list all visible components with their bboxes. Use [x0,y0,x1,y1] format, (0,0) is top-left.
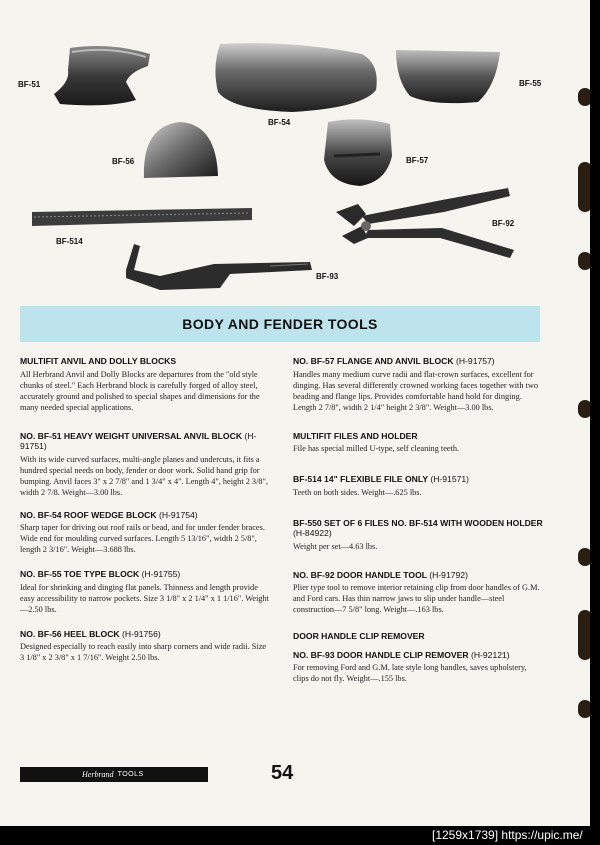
binder-hole [578,400,590,418]
bf56-label: BF-56 [112,157,135,166]
right-column [293,356,543,684]
bf56-heel-block-image [140,118,220,182]
product-section [293,431,543,455]
product-section [293,631,543,642]
section-heading: NO. BF-56 HEEL BLOCK (H-91756) [20,628,161,639]
product-section [293,650,543,685]
product-section [20,356,270,413]
section-body: For removing Ford and G.M. late style long handles, saves upholstery, clips do not fly. Weight—.155 lbs. [293,663,527,683]
section-body: All Herbrand Anvil and Dolly Blocks are departures from the "old style chunks of steel." Each Herbrand block is carefully forged of alloy steel, accurately ground and polished to special shapes and dimensions for the many needed special applications. [20,369,260,412]
bf514-label: BF-514 [56,237,83,246]
bf57-flange-anvil-image [320,116,396,188]
bf92-door-handle-tool-image [332,186,518,262]
section-body: Teeth on both sides. Weight—.625 lbs. [293,487,422,497]
section-body: Ideal for shrinking and dinging flat panels. Thinness and length provide easy accessibility to narrow pockets. Size 3 1/8" x 2 1/4" x 1 1/16". Weight—2.50 lbs. [20,582,269,614]
section-heading: BF-514 14" FLEXIBLE FILE ONLY (H-91571) [293,474,470,484]
product-section [20,629,270,664]
bf54-roof-wedge-image [212,40,382,115]
footer-brand-bar [20,767,208,782]
section-body: With its wide curved surfaces, multi-angle planes and undercuts, it fits a hundred special needs on body, fender or door work. Solid hand grip for bumping. Anvil faces 3" x 2 7/8" and 1 3/4" x 4". Length 4", height 2 3/8", width 2 7/8. Weight—3.00 lbs. [20,454,268,497]
section-heading: NO. BF-51 HEAVY WEIGHT UNIVERSAL ANVIL BLOCK (H-91751) [20,430,257,451]
product-section [20,510,270,556]
product-section [293,474,543,498]
bf55-label: BF-55 [519,79,542,88]
binder-hole [578,88,590,106]
bf54-label: BF-54 [268,118,291,127]
section-heading: NO. BF-57 FLANGE AND ANVIL BLOCK (H-91757) [293,356,495,366]
section-body: Designed especially to reach easily into sharp corners and wide radii. Size 3 1/8" x 2 3/8" x 1 7/16". Weight 2.50 lbs. [20,642,267,662]
section-heading: NO. BF-93 DOOR HANDLE CLIP REMOVER (H-92121) [293,649,510,660]
section-body: Sharp taper for driving out roof rails or bead, and for under fender braces. Wide end for moulding curved surfaces. Length 5 13/16", width 2 5/8", length 2 3/16". Weight—3.688 lbs. [20,523,265,554]
section-body: Weight per set—4.63 lbs. [293,541,378,551]
banner-title: BODY AND FENDER TOOLS [182,316,378,332]
brand-logo: Herbrand [82,770,114,779]
left-column [20,356,270,663]
section-body: Handles many medium curve radii and flat-crown surfaces, excellent for dinging. Has several differently crowned working faces together with two beading and flange lips. Provides comfortable hand hold for dinging. Length 2 7/8", width 2 1/4" height 2 3/8". Weight—3.00 lbs. [293,369,538,412]
binder-hole [578,548,590,566]
page-number: 54 [271,762,294,784]
bf51-label: BF-51 [18,80,41,89]
image-credit: [1259x1739] https://upic.me/ [432,828,583,842]
bf92-label: BF-92 [492,219,515,228]
binder-hole [578,610,590,660]
bf51-anvil-image [50,42,155,112]
section-heading: NO. BF-92 DOOR HANDLE TOOL (H-91792) [293,569,468,580]
product-section [293,518,543,552]
section-heading: NO. BF-55 TOE TYPE BLOCK (H-91755) [20,569,181,579]
section-banner [20,306,540,342]
binder-hole [578,252,590,270]
product-section [20,431,270,498]
product-section [293,356,543,413]
bf55-toe-block-image [392,46,504,106]
product-section [293,570,543,616]
section-body: File has special milled U-type, self cleaning teeth. [293,444,460,453]
bf93-clip-remover-image [120,240,316,296]
section-heading: MULTIFIT ANVIL AND DOLLY BLOCKS [20,356,177,366]
section-heading: BF-550 SET OF 6 FILES NO. BF-514 WITH WOODEN HOLDER (H-84922) [293,517,543,538]
section-heading: NO. BF-54 ROOF WEDGE BLOCK (H-91754) [20,509,198,520]
bf514-flexible-file-image [30,204,254,230]
binder-hole [578,700,590,718]
section-heading: MULTIFIT FILES AND HOLDER [293,430,418,441]
bf93-label: BF-93 [316,272,339,281]
section-heading: DOOR HANDLE CLIP REMOVER [293,631,425,641]
binder-hole [578,162,590,212]
section-body: Plier type tool to remove interior retaining clip from door handles of G.M. and Ford cars. Has thin narrow jaws to slip under handle—steel construction—7 5/8" long. Weight—.163 lbs. [293,583,540,614]
bf57-label: BF-57 [406,156,429,165]
brand-tools-label: TOOLS [117,771,144,778]
product-section [20,569,270,615]
